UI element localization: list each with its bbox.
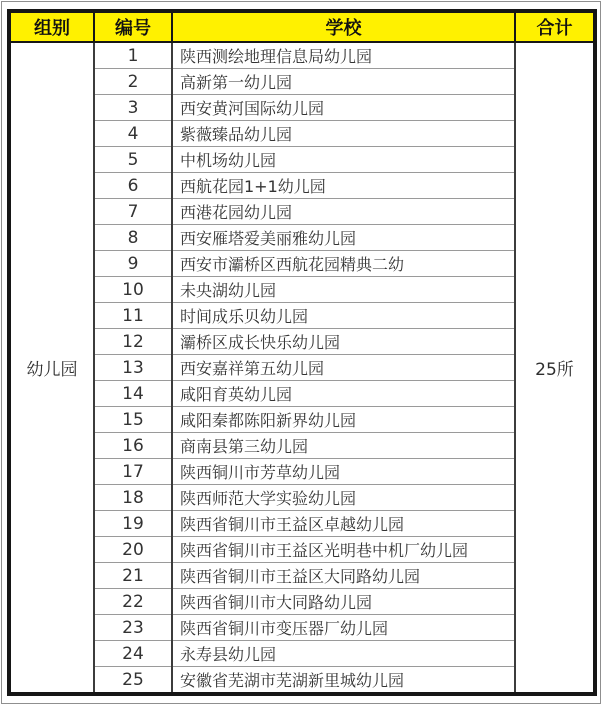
school-name-cell: 陕西省铜川市王益区大同路幼儿园 — [172, 563, 515, 589]
header-school: 学校 — [172, 11, 515, 42]
school-name-cell: 西港花园幼儿园 — [172, 199, 515, 225]
school-name-cell: 陕西省铜川市变压器厂幼儿园 — [172, 615, 515, 641]
row-number-cell: 25 — [94, 667, 172, 695]
total-cell: 25所 — [515, 42, 595, 694]
school-name-cell: 陕西测绘地理信息局幼儿园 — [172, 42, 515, 69]
table-row — [9, 277, 595, 303]
row-number-cell: 15 — [94, 407, 172, 433]
row-number-cell: 18 — [94, 485, 172, 511]
school-name-cell: 西航花园1+1幼儿园 — [172, 173, 515, 199]
school-table-body — [9, 42, 595, 694]
row-number-cell: 19 — [94, 511, 172, 537]
school-name-cell: 西安市灞桥区西航花园精典二幼 — [172, 251, 515, 277]
school-name-cell: 陕西省铜川市大同路幼儿园 — [172, 589, 515, 615]
row-number-cell: 9 — [94, 251, 172, 277]
row-number-cell: 2 — [94, 69, 172, 95]
school-name-cell: 陕西师范大学实验幼儿园 — [172, 485, 515, 511]
table-row — [9, 511, 595, 537]
row-number-cell: 8 — [94, 225, 172, 251]
school-name-cell: 西安雁塔爱美丽雅幼儿园 — [172, 225, 515, 251]
row-number-cell: 13 — [94, 355, 172, 381]
row-number-cell: 3 — [94, 95, 172, 121]
school-name-cell: 安徽省芜湖市芜湖新里城幼儿园 — [172, 667, 515, 695]
table-row — [9, 173, 595, 199]
row-number-cell: 7 — [94, 199, 172, 225]
school-name-cell: 商南县第三幼儿园 — [172, 433, 515, 459]
school-name-cell: 灞桥区成长快乐幼儿园 — [172, 329, 515, 355]
school-name-cell: 西安嘉祥第五幼儿园 — [172, 355, 515, 381]
school-name-cell: 紫薇臻品幼儿园 — [172, 121, 515, 147]
table-row — [9, 42, 595, 69]
row-number-cell: 5 — [94, 147, 172, 173]
table-row — [9, 355, 595, 381]
table-row — [9, 407, 595, 433]
header-group: 组别 — [9, 11, 94, 42]
school-name-cell: 时间成乐贝幼儿园 — [172, 303, 515, 329]
row-number-cell: 24 — [94, 641, 172, 667]
table-row — [9, 589, 595, 615]
header-total: 合计 — [515, 11, 595, 42]
table-row — [9, 199, 595, 225]
group-cell: 幼儿园 — [9, 42, 94, 694]
school-name-cell: 陕西铜川市芳草幼儿园 — [172, 459, 515, 485]
row-number-cell: 21 — [94, 563, 172, 589]
table-row — [9, 433, 595, 459]
table-row — [9, 303, 595, 329]
table-row — [9, 615, 595, 641]
row-number-cell: 23 — [94, 615, 172, 641]
row-number-cell: 11 — [94, 303, 172, 329]
table-row — [9, 147, 595, 173]
row-number-cell: 6 — [94, 173, 172, 199]
row-number-cell: 16 — [94, 433, 172, 459]
table-row — [9, 459, 595, 485]
row-number-cell: 22 — [94, 589, 172, 615]
school-name-cell: 陕西省铜川市王益区光明巷中机厂幼儿园 — [172, 537, 515, 563]
row-number-cell: 4 — [94, 121, 172, 147]
table-row — [9, 537, 595, 563]
table-row — [9, 69, 595, 95]
school-name-cell: 未央湖幼儿园 — [172, 277, 515, 303]
school-name-cell: 永寿县幼儿园 — [172, 641, 515, 667]
table-header-row — [9, 11, 595, 42]
table-row — [9, 485, 595, 511]
school-name-cell: 陕西省铜川市王益区卓越幼儿园 — [172, 511, 515, 537]
row-number-cell: 12 — [94, 329, 172, 355]
table-row — [9, 121, 595, 147]
school-name-cell: 中机场幼儿园 — [172, 147, 515, 173]
table-row — [9, 563, 595, 589]
school-name-cell: 高新第一幼儿园 — [172, 69, 515, 95]
school-name-cell: 咸阳秦都陈阳新界幼儿园 — [172, 407, 515, 433]
table-row — [9, 667, 595, 695]
table-row — [9, 95, 595, 121]
row-number-cell: 14 — [94, 381, 172, 407]
kindergarten-table — [7, 9, 597, 696]
header-number: 编号 — [94, 11, 172, 42]
table-row — [9, 641, 595, 667]
row-number-cell: 20 — [94, 537, 172, 563]
row-number-cell: 17 — [94, 459, 172, 485]
row-number-cell: 1 — [94, 42, 172, 69]
school-name-cell: 西安黄河国际幼儿园 — [172, 95, 515, 121]
row-number-cell: 10 — [94, 277, 172, 303]
school-name-cell: 咸阳育英幼儿园 — [172, 381, 515, 407]
table-row — [9, 329, 595, 355]
table-row — [9, 251, 595, 277]
table-row — [9, 225, 595, 251]
table-row — [9, 381, 595, 407]
